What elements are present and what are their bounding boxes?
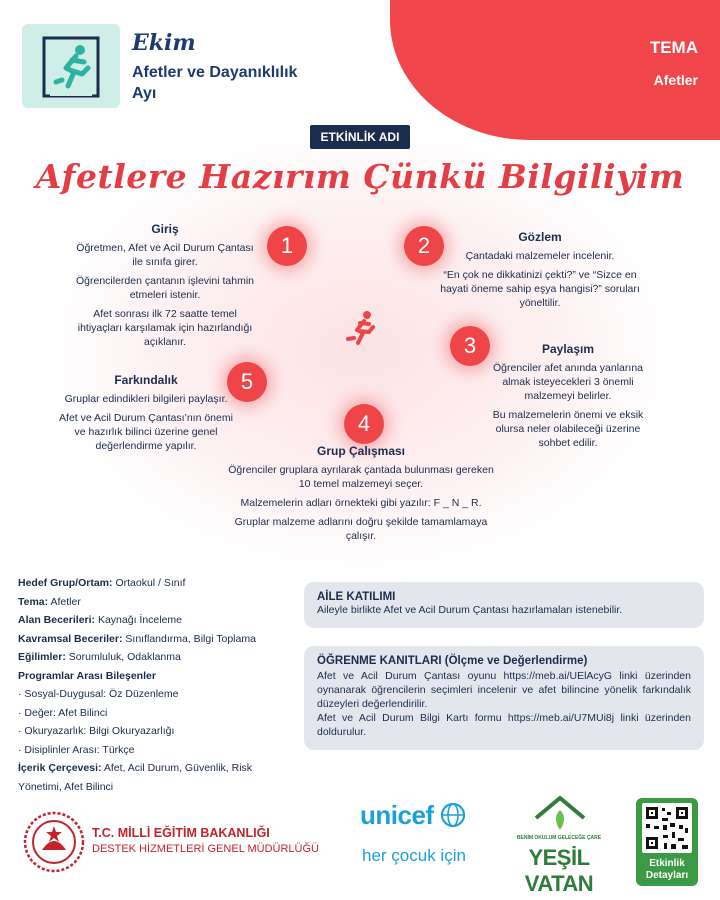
activity-label: ETKİNLİK ADI (310, 125, 410, 149)
yesil-vatan-logo: YEŞİL VATAN (524, 845, 594, 896)
info-component-item: · Okuryazarlık: Bilgi Okuryazarlığı (18, 725, 175, 737)
school-roof-icon (532, 794, 588, 834)
evidence-text-2: Afet ve Acil Durum Bilgi Kartı formu https://meb.ai/U7MUi8j linki üzerinden doldurulur. (317, 712, 691, 738)
section-text: Bu malzemelerin önemi ve eksik olursa neler olabileceği üzerine sohbet edilir. (492, 409, 644, 449)
qr-label[interactable]: Etkinlik Detayları (645, 858, 689, 881)
section-text: Öğrencilerden çantanın işlevini tahmin etmeleri istenir. (75, 275, 254, 301)
info-component-item: · Değer: Afet Bilinci (18, 706, 108, 719)
activity-info (18, 574, 288, 796)
section-title: Paylaşım (541, 342, 595, 356)
section-text: Afet ve Acil Durum Çantası’nın önemi ve hazırlık bilinci üzerine genel değerlendirme yapılır. (59, 412, 233, 452)
unicef-logo (360, 800, 466, 831)
section-title: Giriş (151, 222, 179, 236)
section-gozlem (440, 230, 640, 310)
section-paylasim (480, 342, 656, 450)
evidence-title: ÖĞRENME KANITLARI (Ölçme ve Değerlendirme) (317, 655, 588, 667)
activity-title: Afetlere Hazırım Çünkü Bilgiliyim (35, 157, 685, 196)
globe-icon (440, 802, 466, 828)
step-number-4: 4 (344, 404, 384, 444)
section-grup-calismasi (226, 444, 496, 543)
section-text: Malzemelerin adları örnekteki gibi yazılır: F _ N _ R. (240, 497, 482, 509)
learning-evidence-box (304, 646, 704, 750)
meb-emblem-icon (22, 810, 86, 874)
info-components-title: Programlar Arası Bileşenler (18, 669, 156, 682)
family-title: AİLE KATILIMI (317, 591, 396, 603)
section-text: Çantadaki malzemeler incelenir. (465, 250, 615, 262)
evidence-text-1: Afet ve Acil Durum Çantası oyunu https://meb.ai/UElAcyG linki üzerinden oynanarak öğrencilerin seçimleri incelenir ve afet bilincine yönelik farkındalık düzeyleri değerlendirilir. (317, 670, 691, 710)
emergency-exit-icon (22, 24, 120, 108)
step-number-1: 1 (267, 226, 307, 266)
step-number-3: 3 (450, 326, 490, 366)
meb-name: T.C. MİLLİ EĞİTİM BAKANLIĞI (92, 826, 270, 840)
program-label: Afetler ve Dayanıklılık Ayı (132, 64, 298, 102)
unicef-wordmark: unicef (360, 800, 434, 830)
yesil-vatan-slogan: BENİM OKULUM GELECEĞE ÇARE (516, 835, 602, 841)
step-number-5: 5 (227, 362, 267, 402)
section-text: “En çok ne dikkatinizi çekti?” ve “Sizce en hayati öneme sahip eşya hangisi?” soruları yöneltilir. (440, 269, 640, 309)
info-target: Hedef Grup/Ortam: Ortaokul / Sınıf (18, 577, 186, 589)
info-tendencies: Eğilimler: Sorumluluk, Odaklanma (18, 651, 181, 663)
family-text: Aileyle birlikte Afet ve Acil Durum Çantası hazırlamaları istenebilir. (317, 604, 623, 616)
section-title: Gözlem (518, 230, 562, 244)
theme-value: Afetler (653, 72, 698, 88)
info-content-frame: İçerik Çerçevesi: Afet, Acil Durum, Güvenlik, Risk Yönetimi, Afet Bilinci (18, 762, 253, 793)
family-participation-box (304, 582, 704, 628)
info-theme: Tema: Afetler (18, 595, 81, 608)
info-field-skills: Alan Becerileri: Kaynağı İnceleme (18, 614, 183, 626)
month-label: Ekim (132, 30, 196, 56)
info-component-item: · Disiplinler Arası: Türkçe (18, 743, 135, 756)
section-farkindalik (58, 373, 234, 453)
info-concept-skills: Kavramsal Beceriler: Sınıflandırma, Bilgi Toplama (18, 632, 256, 645)
section-text: Öğrenciler afet anında yanlarına almak isteyecekleri 3 önemli malzemeyi belirler. (492, 362, 643, 402)
theme-title: TEMA (649, 38, 698, 57)
meb-department: DESTEK HİZMETLERİ GENEL MÜDÜRLÜĞÜ (92, 843, 319, 855)
section-text: Gruplar edindikleri bilgileri paylaşır. (64, 393, 228, 405)
section-title: Farkındalık (114, 373, 178, 387)
section-giris (70, 222, 260, 349)
section-title: Grup Çalışması (316, 444, 406, 458)
info-component-item: · Sosyal-Duygusal: Öz Düzenleme (18, 688, 179, 700)
step-number-2: 2 (404, 226, 444, 266)
section-text: Öğrenciler gruplara ayrılarak çantada bulunması gereken 10 temel malzemeyi seçer. (228, 464, 494, 490)
qr-code-icon (636, 798, 698, 856)
section-text: Afet sonrası ilk 72 saatte temel ihtiyaçları karşılamak için hazırlandığı açıklanır. (77, 308, 253, 348)
theme-banner (390, 0, 720, 140)
runner-icon (343, 310, 379, 346)
exit-runner-logo (22, 24, 120, 108)
unicef-tagline: her çocuk için (362, 846, 466, 865)
section-text: Öğretmen, Afet ve Acil Durum Çantası ile sınıfa girer. (76, 242, 254, 268)
section-text: Gruplar malzeme adlarını doğru şekilde tamamlamaya çalışır. (234, 516, 488, 542)
